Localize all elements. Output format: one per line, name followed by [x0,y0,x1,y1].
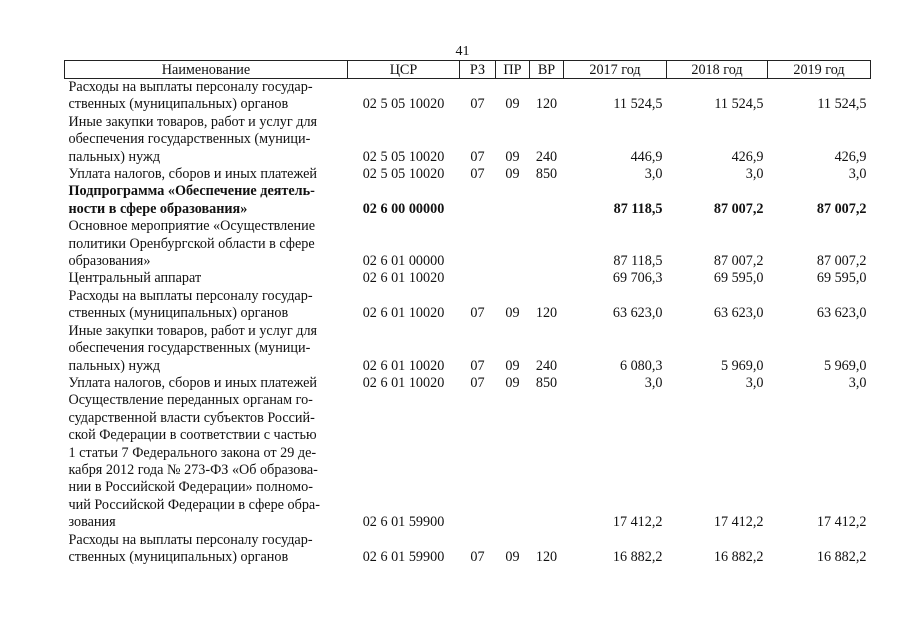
row-name [65,323,348,375]
header-csr: ЦСР [348,61,460,79]
row-2018: 3,0 [745,166,764,183]
table-header [65,61,871,79]
row-name [65,270,348,287]
row-csr: 02 6 01 59900 [362,548,445,565]
table-row [65,323,871,375]
row-name-line: Осуществление переданных органам го- [68,392,313,409]
row-name-line: ности в сфере образования» [68,200,248,217]
row-rz: 07 [470,148,485,165]
header-pr: ПР [496,61,530,79]
row-pr: 09 [505,374,520,391]
row-2019: 426,9 [834,148,867,165]
table-row [65,375,871,392]
row-2019: 3,0 [848,166,867,183]
row-pr [496,183,530,218]
row-2019: 16 882,2 [816,548,867,565]
row-csr: 02 6 01 10020 [362,357,445,374]
row-rz: 07 [470,166,485,183]
row-2019: 63 623,0 [816,305,867,322]
row-rz: 07 [470,96,485,113]
table-row [65,166,871,183]
row-2018: 11 524,5 [714,96,764,113]
row-2017: 63 623,0 [612,305,663,322]
row-name-line: политики Оренбургской области в сфере [68,235,315,252]
row-name-line: ственных (муниципальных) органов [68,305,289,322]
row-2017: 3,0 [644,166,663,183]
table-row [65,270,871,287]
row-name-line: нии в Российской Федерации» полномо- [68,479,313,496]
row-name [65,166,348,183]
row-pr: 09 [505,166,520,183]
row-rz: 07 [470,357,485,374]
row-pr [496,218,530,270]
header-2017: 2017 год [564,61,667,79]
row-2018: 16 882,2 [713,548,764,565]
row-name-line: обеспечения государственных (муници- [68,340,311,357]
row-vr [530,270,564,287]
row-name [65,532,348,567]
row-vr [530,392,564,531]
table-row [65,532,871,567]
row-name-line: ской Федерации в соответствии с частью [68,427,317,444]
row-csr: 02 6 01 10020 [362,305,445,322]
row-name-line: пальных) нужд [68,357,161,374]
row-2019: 69 595,0 [816,270,867,287]
row-vr: 850 [535,374,558,391]
row-vr [530,183,564,218]
row-name [65,392,348,531]
row-csr: 02 5 05 10020 [362,148,445,165]
row-name-line: Иные закупки товаров, работ и услуг для [68,113,318,130]
page-number: 41 [455,44,470,59]
row-rz [460,270,496,287]
row-2018: 426,9 [731,148,764,165]
row-2017: 6 080,3 [619,357,663,374]
row-2017: 17 412,2 [612,514,663,531]
row-name [65,375,348,392]
row-pr [496,392,530,531]
row-2017: 87 118,5 [613,253,663,270]
row-vr: 240 [535,357,558,374]
row-rz [460,218,496,270]
row-pr: 09 [505,148,520,165]
row-pr: 09 [505,305,520,322]
row-2019: 87 007,2 [816,200,867,217]
row-name-line: Уплата налогов, сборов и иных платежей [68,374,317,391]
row-2017: 446,9 [630,148,663,165]
row-name-line: ственных (муниципальных) органов [68,96,289,113]
row-name [65,288,348,323]
row-name-line: Уплата налогов, сборов и иных платежей [68,166,317,183]
row-vr: 120 [535,96,558,113]
row-name-line: Расходы на выплаты персоналу государ- [68,79,313,95]
row-csr: 02 5 05 10020 [362,166,445,183]
row-rz: 07 [470,374,485,391]
row-csr: 02 6 01 10020 [362,374,445,391]
table-row [65,79,871,114]
row-name-line: Иные закупки товаров, работ и услуг для [68,322,318,339]
row-name [65,114,348,166]
row-csr: 02 6 01 10020 [362,270,445,287]
row-pr: 09 [505,548,520,565]
row-name-line: зования [68,514,116,531]
row-csr: 02 5 05 10020 [362,96,445,113]
row-name-line: Расходы на выплаты персоналу государ- [68,531,313,548]
row-vr: 120 [535,548,558,565]
row-2017: 87 118,5 [613,200,663,217]
row-name-line: образования» [68,253,151,270]
table-row [65,392,871,531]
row-csr: 02 6 00 00000 [362,200,445,217]
row-2018: 5 969,0 [720,357,764,374]
row-vr: 850 [535,166,558,183]
row-name [65,79,348,114]
row-name-line: Основное мероприятие «Осуществление [68,218,316,235]
row-2018: 69 595,0 [713,270,764,287]
header-2019: 2019 год [768,61,871,79]
row-rz [460,392,496,531]
row-name-line: Подпрограмма «Обеспечение деятель- [68,183,315,200]
row-name [65,183,348,218]
row-name-line: 1 статьи 7 Федерального закона от 29 де- [68,444,317,461]
row-vr: 240 [535,148,558,165]
row-2019: 11 524,5 [817,96,867,113]
row-csr: 02 6 01 59900 [362,514,445,531]
row-pr: 09 [505,96,520,113]
row-name-line: Центральный аппарат [68,270,202,287]
row-2019: 87 007,2 [816,253,867,270]
table-row [65,288,871,323]
header-name: Наименование [65,61,348,79]
row-2017: 69 706,3 [612,270,663,287]
row-name [65,218,348,270]
row-2018: 87 007,2 [713,253,764,270]
budget-table [64,60,871,566]
row-2018: 17 412,2 [713,514,764,531]
row-2019: 17 412,2 [816,514,867,531]
row-name-line: Расходы на выплаты персоналу государ- [68,287,313,304]
row-vr: 120 [535,305,558,322]
row-2018: 63 623,0 [713,305,764,322]
header-rz: РЗ [460,61,496,79]
row-2019: 5 969,0 [823,357,867,374]
row-2018: 3,0 [745,374,764,391]
row-rz: 07 [470,548,485,565]
row-2019: 3,0 [848,374,867,391]
header-vr: ВР [530,61,564,79]
row-csr: 02 6 01 00000 [362,253,445,270]
row-name-line: чий Российской Федерации в сфере обра- [68,496,320,513]
row-pr: 09 [505,357,520,374]
row-name-line: пальных) нужд [68,148,161,165]
row-name-line: кабря 2012 года № 273-ФЗ «Об образова- [68,461,318,478]
table-row [65,114,871,166]
table-body [65,79,871,567]
row-name-line: сударственной власти субъектов Россий- [68,409,315,426]
row-vr [530,218,564,270]
row-2018: 87 007,2 [713,200,764,217]
row-rz [460,183,496,218]
row-2017: 3,0 [644,374,663,391]
row-pr [496,270,530,287]
table-row [65,218,871,270]
row-name-line: обеспечения государственных (муници- [68,131,311,148]
row-rz: 07 [470,305,485,322]
row-2017: 11 524,5 [613,96,663,113]
row-name-line: ственных (муниципальных) органов [68,548,289,565]
table-row [65,183,871,218]
row-2017: 16 882,2 [612,548,663,565]
header-2018: 2018 год [667,61,768,79]
